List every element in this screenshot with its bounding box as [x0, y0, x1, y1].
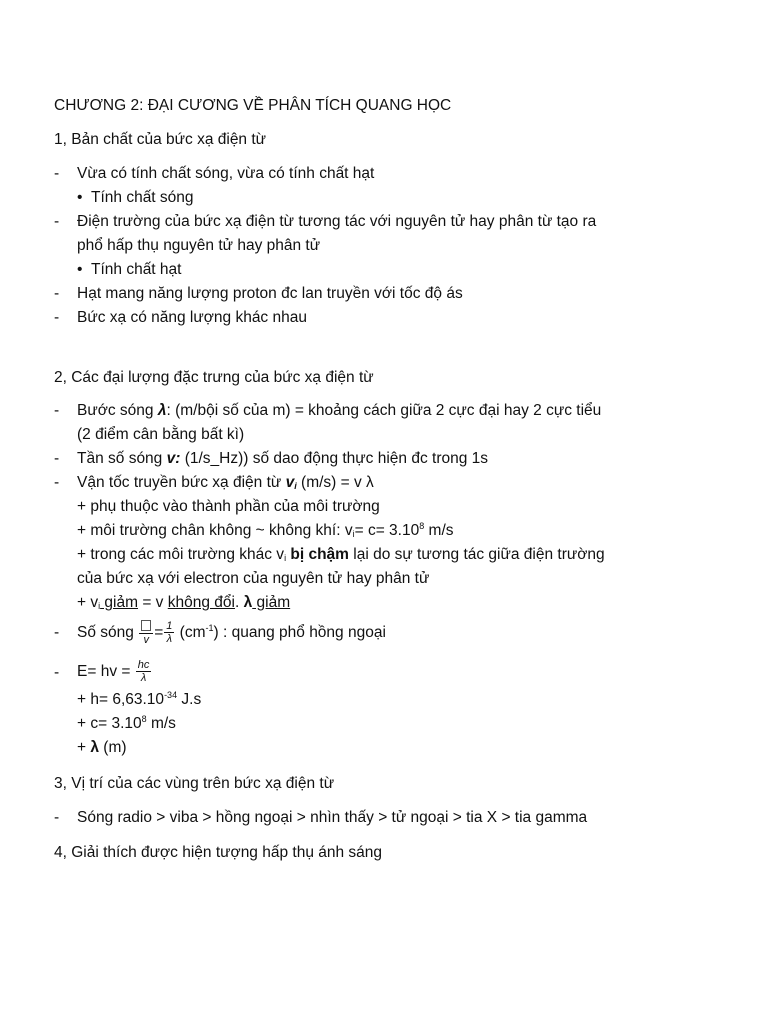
s1-bullet-1-text: Tính chất sóng — [91, 189, 194, 206]
dash-marker: - — [54, 165, 60, 182]
dash-marker: - — [54, 809, 60, 826]
dash-marker: - — [54, 664, 60, 681]
wavenumber-label: Số sóng — [77, 624, 139, 641]
velocity-point-2-b: = c= 3.10 — [354, 522, 420, 539]
bullet-dot: • — [77, 189, 83, 206]
placeholder-box-icon — [139, 620, 153, 634]
wavenumber-unit-sup: -1 — [205, 623, 214, 633]
dash-marker: - — [54, 402, 60, 419]
velocity-point-2-c: m/s — [424, 522, 454, 539]
energy-fraction — [136, 659, 152, 684]
s1-item-2-line-1: Điện trường của bức xạ điện từ tương tác với nguyên tử hay phân từ tạo ra — [77, 213, 597, 230]
section-4-heading: 4, Giải thích được hiện tượng hấp thụ ánh sáng — [54, 844, 383, 861]
energy-c — [77, 712, 176, 736]
equals-sign: = — [154, 624, 164, 641]
velocity-line — [77, 471, 374, 495]
dash-marker: - — [54, 624, 60, 641]
s1-bullet-2 — [77, 258, 181, 282]
energy-lambda-a: + — [77, 739, 91, 756]
velocity-point-1: + phụ thuộc vào thành phần của môi trường — [77, 498, 380, 515]
dash-marker: - — [54, 450, 60, 467]
energy-h-sup: -34 — [164, 690, 178, 700]
velocity-point-4 — [77, 591, 290, 615]
velocity-label: Vận tốc truyền bức xạ điện từ — [77, 474, 286, 491]
velocity-point-4-u1: giảm — [100, 594, 139, 611]
velocity-point-4-a: + v — [77, 594, 99, 611]
velocity-point-2-a: + môi trường chân không ~ không khí: v — [77, 522, 353, 539]
dash-marker: - — [54, 309, 60, 326]
energy-lambda-b: (m) — [98, 739, 127, 756]
velocity-point-3-a: + trong các môi trường khác v — [77, 546, 285, 563]
velocity-point-3-line-2: của bức xạ với electron của nguyên tử hay phân tử — [77, 570, 430, 587]
energy-line — [77, 652, 152, 692]
s1-bullet-2-text: Tính chất hạt — [91, 261, 182, 278]
lambda-symbol: λ — [157, 402, 167, 419]
wavenumber-line — [77, 614, 386, 652]
section-1-heading: 1, Bản chất của bức xạ điện từ — [54, 131, 267, 148]
energy-h-b: J.s — [177, 691, 202, 708]
energy-h-a: + h= 6,63.10 — [77, 691, 165, 708]
s1-item-3: Hạt mang năng lượng proton đc lan truyền với tốc độ ás — [77, 285, 463, 302]
velocity-point-4-u3: giảm — [252, 594, 291, 611]
dash-marker: - — [54, 213, 60, 230]
energy-lambda — [77, 736, 127, 760]
velocity-symbol: v — [285, 474, 295, 491]
fraction-denominator: λ — [166, 633, 173, 646]
velocity-point-3-bold: bị chậm — [286, 546, 349, 563]
velocity-point-3-sub: i — [284, 553, 287, 563]
frequency-line — [77, 447, 488, 471]
velocity-point-4-u2: không đổi — [167, 594, 235, 611]
section-2-heading: 2, Các đại lượng đặc trưng của bức xạ điện từ — [54, 369, 374, 386]
velocity-point-4-c: . — [234, 594, 244, 611]
lambda-symbol: λ — [243, 594, 253, 611]
wavenumber-fraction-1 — [139, 620, 153, 646]
velocity-point-3 — [77, 543, 605, 567]
bullet-dot: • — [77, 261, 83, 278]
s1-bullet-1 — [77, 186, 194, 210]
page-title: CHƯƠNG 2: ĐẠI CƯƠNG VỀ PHÂN TÍCH QUANG HỌC — [54, 97, 452, 114]
fraction-denominator: v — [143, 633, 149, 646]
frequency-label: Tần số sóng — [77, 450, 167, 467]
velocity-point-4-b: = v — [138, 594, 168, 611]
dash-marker: - — [54, 474, 60, 491]
lambda-symbol: λ — [90, 739, 99, 756]
wavenumber-unit-a: (cm — [175, 624, 206, 641]
frequency-definition: (1/s_Hz)) số dao động thực hiện đc trong 1s — [180, 450, 489, 467]
nu-symbol: v: — [166, 450, 181, 467]
wavelength-definition: : (m/bội số của m) = khoảng cách giữa 2 cực đại hay 2 cực tiểu — [166, 402, 602, 419]
fraction-numerator: 1 — [166, 620, 173, 633]
s1-item-1: Vừa có tính chất sóng, vừa có tính chất hạt — [77, 165, 375, 182]
fraction-numerator: hc — [137, 659, 150, 672]
s1-item-2-line-2: phổ hấp thụ nguyên tử hay phân tử — [77, 237, 321, 254]
energy-h — [77, 688, 201, 712]
wavelength-line — [77, 399, 601, 423]
velocity-point-4-sub: i — [98, 601, 101, 611]
velocity-definition: (m/s) = v λ — [296, 474, 374, 491]
dash-marker: - — [54, 285, 60, 302]
energy-c-a: + c= 3.10 — [77, 715, 142, 732]
section-3-heading: 3, Vị trí của các vùng trên bức xạ điện từ — [54, 775, 335, 792]
energy-c-b: m/s — [146, 715, 176, 732]
velocity-point-2 — [77, 519, 454, 543]
energy-label: E= hv = — [77, 663, 135, 680]
velocity-subscript: i — [294, 481, 297, 491]
velocity-point-2-sup: 8 — [419, 521, 425, 531]
velocity-point-3-b: lại do sự tương tác giữa điện trường — [348, 546, 605, 563]
wavenumber-unit-b: ) : quang phổ hồng ngoại — [213, 624, 386, 641]
wavenumber-fraction-2 — [164, 620, 174, 645]
s3-item-1: Sóng radio > viba > hồng ngoại > nhìn thấy > tử ngoại > tia X > tia gamma — [77, 809, 588, 826]
fraction-denominator: λ — [140, 672, 147, 685]
wavelength-label: Bước sóng — [77, 402, 158, 419]
s1-item-4: Bức xạ có năng lượng khác nhau — [77, 309, 307, 326]
wavelength-line-2: (2 điểm cân bằng bất kì) — [77, 426, 245, 443]
energy-c-sup: 8 — [141, 714, 147, 724]
velocity-point-2-sub: i — [352, 529, 355, 539]
